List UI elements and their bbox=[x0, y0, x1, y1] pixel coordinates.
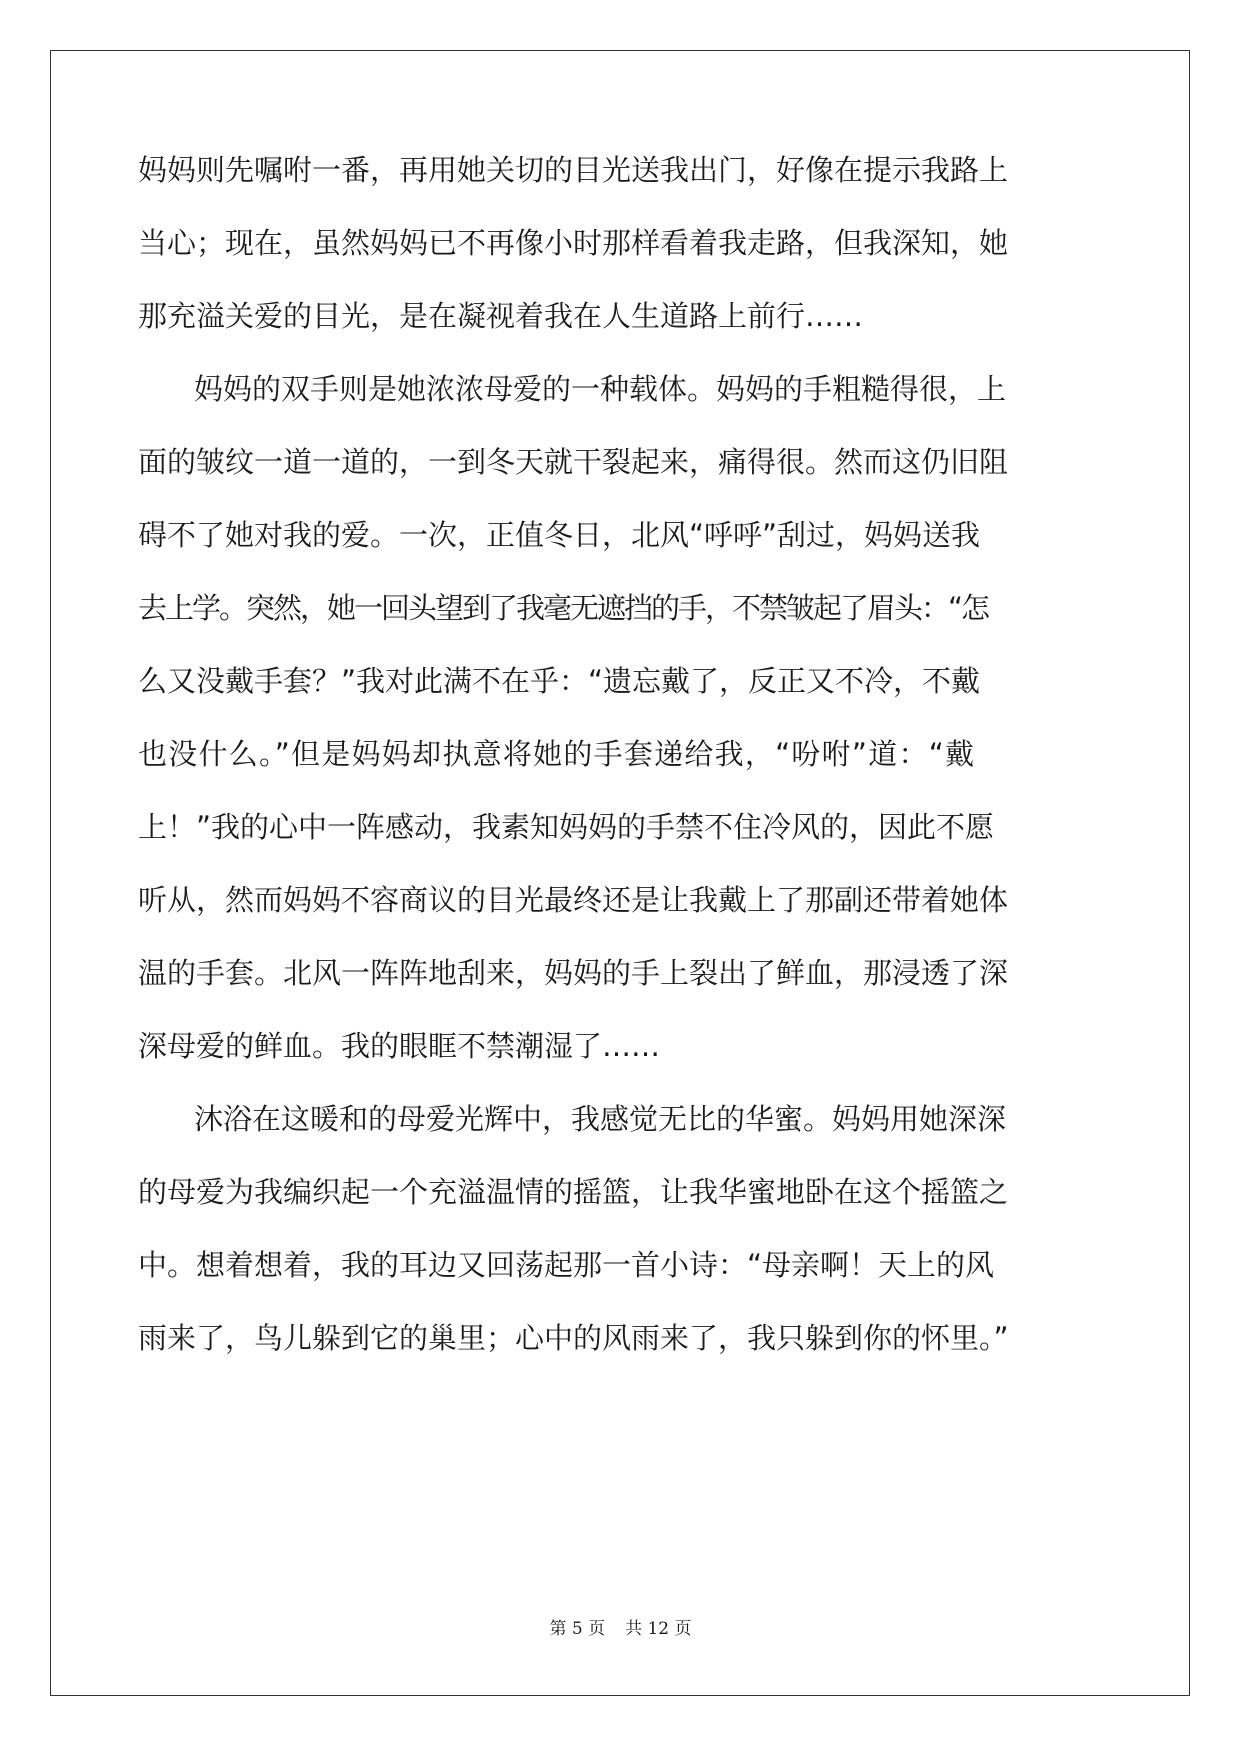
text-line-content: 温的手套。北风一阵阵地刮来，妈妈的手上裂出了鲜血，那浸透了深 bbox=[138, 956, 1009, 990]
text-line bbox=[0, 294, 1241, 338]
text-line bbox=[0, 440, 1241, 484]
text-line-content: 中。想着想着，我的耳边又回荡起那一首小诗：“母亲啊！天上的风 bbox=[138, 1248, 995, 1282]
text-line bbox=[0, 659, 1241, 703]
page-total: 共 12 页 bbox=[625, 1619, 692, 1639]
text-line bbox=[0, 513, 1241, 557]
text-line-content: 上！”我的心中一阵感动，我素知妈妈的手禁不住冷风的，因此不愿 bbox=[138, 810, 995, 844]
text-line bbox=[0, 1170, 1241, 1214]
text-line-content: 也没什么。”但是妈妈却执意将她的手套递给我，“吩咐”道：“戴 bbox=[138, 737, 974, 771]
page-footer bbox=[0, 1617, 1241, 1641]
text-line-content: 碍不了她对我的爱。一次，正值冬日，北风“呼呼”刮过，妈妈送我 bbox=[138, 518, 981, 552]
text-line bbox=[0, 221, 1241, 265]
text-line-content: 听从，然而妈妈不容商议的目光最终还是让我戴上了那副还带着她体 bbox=[138, 883, 1009, 917]
text-line-content: 面的皱纹一道一道的，一到冬天就干裂起来，痛得很。然而这仍旧阻 bbox=[138, 445, 1009, 479]
text-line-content: 沐浴在这暖和的母爱光辉中，我感觉无比的华蜜。妈妈用她深深 bbox=[194, 1102, 1007, 1136]
text-line bbox=[0, 1316, 1241, 1360]
text-line-content: 那充溢关爱的目光，是在凝视着我在人生道路上前行…… bbox=[138, 299, 864, 333]
text-line bbox=[0, 1097, 1241, 1141]
text-line-content: 当心；现在，虽然妈妈已不再像小时那样看着我走路，但我深知，她 bbox=[138, 226, 1009, 260]
text-line-content: 么又没戴手套？”我对此满不在乎：“遗忘戴了，反正又不冷，不戴 bbox=[138, 664, 981, 698]
text-line bbox=[0, 732, 1241, 776]
page-number: 第 5 页 bbox=[549, 1619, 606, 1639]
text-line-content: 雨来了，鸟儿躲到它的巢里；心中的风雨来了，我只躲到你的怀里。” bbox=[138, 1321, 1009, 1355]
text-line-content: 深母爱的鲜血。我的眼眶不禁潮湿了…… bbox=[138, 1029, 661, 1063]
text-line bbox=[0, 805, 1241, 849]
text-line-content: 去上学。突然，她一回头望到了我毫无遮挡的手，不禁皱起了眉头：“怎 bbox=[138, 591, 989, 625]
text-line-content: 的母爱为我编织起一个充溢温情的摇篮，让我华蜜地卧在这个摇篮之 bbox=[138, 1175, 1009, 1209]
text-line bbox=[0, 367, 1241, 411]
text-line-content: 妈妈则先嘱咐一番，再用她关切的目光送我出门，好像在提示我路上 bbox=[138, 153, 1009, 187]
text-line bbox=[0, 1024, 1241, 1068]
text-line-content: 妈妈的双手则是她浓浓母爱的一种载体。妈妈的手粗糙得很，上 bbox=[194, 372, 1007, 406]
text-line bbox=[0, 148, 1241, 192]
text-line bbox=[0, 586, 1241, 630]
text-line bbox=[0, 1243, 1241, 1287]
text-line bbox=[0, 951, 1241, 995]
text-line bbox=[0, 878, 1241, 922]
